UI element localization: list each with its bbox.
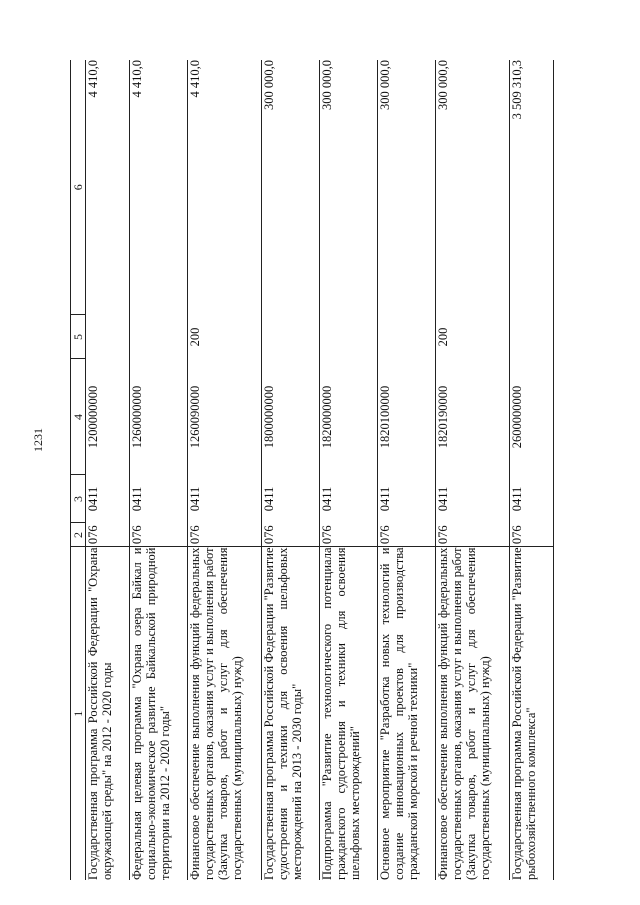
row-name: Основное мероприятие "Разработка новых технологий и создание инновационных проектов для производства гражданской морской и речной техники" xyxy=(378,547,420,880)
table-row xyxy=(188,60,262,880)
ministry-code: 076 xyxy=(86,523,130,547)
target-code: 1200000000 xyxy=(86,359,130,475)
table-row xyxy=(262,60,320,880)
row-name: Подпрограмма "Развитие технологического потенциала гражданского судостроения и техники для освоения шельфовых месторождений" xyxy=(320,547,362,880)
expense-type-code xyxy=(320,315,378,359)
amount: 300 000,0 xyxy=(436,60,510,315)
ministry-code: 076 xyxy=(262,523,320,547)
expense-type-code xyxy=(510,315,554,359)
expense-type-code xyxy=(130,315,188,359)
row-name-cell xyxy=(188,547,262,880)
row-name-cell xyxy=(130,547,188,880)
row-name: Федеральная целевая программа "Охрана озера Байкал и социально-экономическое развитие Байкальской природной территории на 2012 - 2020 годы" xyxy=(130,547,172,880)
target-code: 1820000000 xyxy=(320,359,378,475)
section-code: 0411 xyxy=(320,475,378,523)
expense-type-code: 200 xyxy=(188,315,262,359)
table-row xyxy=(86,60,130,880)
row-name-cell xyxy=(262,547,320,880)
column-header-3: 3 xyxy=(71,475,86,523)
row-name: Финансовое обеспечение выполнения функций федеральных государственных органов, оказания услуг и выполнения работ (Закупка товаров, работ и услуг для обеспечения государственных (муниципальных) нужд) xyxy=(188,547,244,880)
budget-table xyxy=(70,60,554,880)
ministry-code: 076 xyxy=(378,523,436,547)
ministry-code: 076 xyxy=(510,523,554,547)
column-header-1: 1 xyxy=(71,547,86,880)
row-name: Государственная программа Российской Федерации "Развитие рыбохозяйственного комплекса" xyxy=(510,547,538,880)
row-name-cell xyxy=(436,547,510,880)
column-header-4: 4 xyxy=(71,359,86,475)
page-number: 1231 xyxy=(31,428,45,452)
expense-type-code xyxy=(262,315,320,359)
row-name: Государственная программа Российской Федерации "Охрана окружающей среды" на 2012 - 2020 годы xyxy=(86,547,114,880)
expense-type-code xyxy=(86,315,130,359)
column-header-5: 5 xyxy=(71,315,86,359)
row-name-cell xyxy=(320,547,378,880)
table-row xyxy=(510,60,554,880)
expense-type-code: 200 xyxy=(436,315,510,359)
ministry-code: 076 xyxy=(130,523,188,547)
target-code: 1820100000 xyxy=(378,359,436,475)
table-row xyxy=(436,60,510,880)
row-name-cell xyxy=(378,547,436,880)
amount: 4 410,0 xyxy=(188,60,262,315)
table-row xyxy=(130,60,188,880)
amount: 300 000,0 xyxy=(262,60,320,315)
section-code: 0411 xyxy=(188,475,262,523)
ministry-code: 076 xyxy=(436,523,510,547)
section-code: 0411 xyxy=(436,475,510,523)
section-code: 0411 xyxy=(510,475,554,523)
target-code: 1800000000 xyxy=(262,359,320,475)
row-name: Государственная программа Российской Федерации "Развитие судостроения и техники для освоения шельфовых месторождений на 2013 - 2030 годы" xyxy=(262,547,304,880)
row-name: Финансовое обеспечение выполнения функций федеральных государственных органов, оказания услуг и выполнения работ (Закупка товаров, работ и услуг для обеспечения государственных (муниципальных) нужд) xyxy=(436,547,492,880)
target-code: 2600000000 xyxy=(510,359,554,475)
row-name-cell xyxy=(510,547,554,880)
column-header-row xyxy=(71,60,86,880)
section-code: 0411 xyxy=(130,475,188,523)
amount: 4 410,0 xyxy=(130,60,188,315)
section-code: 0411 xyxy=(86,475,130,523)
table-row xyxy=(320,60,378,880)
target-code: 1820190000 xyxy=(436,359,510,475)
amount: 300 000,0 xyxy=(378,60,436,315)
column-header-6: 6 xyxy=(71,60,86,315)
ministry-code: 076 xyxy=(188,523,262,547)
section-code: 0411 xyxy=(262,475,320,523)
target-code: 1260000000 xyxy=(130,359,188,475)
rotated-table-container xyxy=(70,60,584,880)
amount: 4 410,0 xyxy=(86,60,130,315)
amount: 3 509 310,3 xyxy=(510,60,554,315)
row-name-cell xyxy=(86,547,130,880)
expense-type-code xyxy=(378,315,436,359)
section-code: 0411 xyxy=(378,475,436,523)
ministry-code: 076 xyxy=(320,523,378,547)
amount: 300 000,0 xyxy=(320,60,378,315)
target-code: 1260090000 xyxy=(188,359,262,475)
column-header-2: 2 xyxy=(71,523,86,547)
table-row xyxy=(378,60,436,880)
